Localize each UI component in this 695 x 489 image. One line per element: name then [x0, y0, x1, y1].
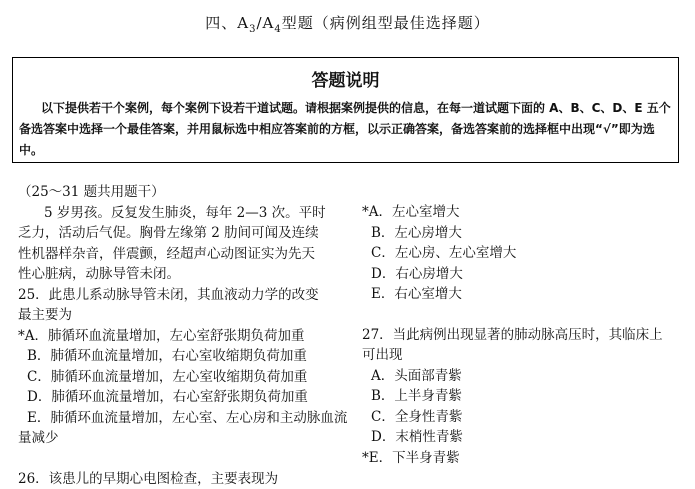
q27-option-c[interactable]: C．全身性青紫 — [371, 408, 463, 425]
case-stem-line: 5 岁男孩。反复发生肺炎，每年 2—3 次。平时 — [44, 204, 326, 221]
q25-option-a[interactable]: *A．肺循环血流量增加，左心室舒张期负荷加重 — [18, 327, 305, 344]
q25-option-e-cont: 量减少 — [18, 430, 59, 446]
question-27-stem: 27．当此病例出现显著的肺动脉高压时，其临床上 — [362, 326, 663, 343]
question-26-stem: 26．该患儿的早期心电图检查，主要表现为 — [18, 470, 279, 487]
question-27-stem-cont: 可出现 — [362, 347, 403, 363]
left-column — [18, 182, 348, 489]
q26-option-e[interactable]: E．右心室增大 — [371, 286, 462, 302]
q26-option-c[interactable]: C．左心房、左心室增大 — [371, 245, 517, 261]
right-column — [362, 202, 682, 468]
section-title: 四、$A_3/A_4$型题（病例组型最佳选择题） — [205, 14, 490, 35]
q27-option-e[interactable]: *E．下半身青紫 — [362, 449, 460, 466]
instructions-box — [12, 57, 679, 163]
case-stem-line: 性机器样杂音，伴震颤，经超声心动图证实为先天 — [18, 245, 315, 262]
q25-option-c[interactable]: C．肺循环血流量增加，左心室收缩期负荷加重 — [27, 368, 308, 385]
question-25-stem-cont: 最主要为 — [18, 307, 72, 323]
case-stem-line: 乏力，活动后气促。胸骨左缘第 2 肋间可闻及连续 — [18, 225, 319, 241]
q26-option-a[interactable]: *A．左心室增大 — [362, 204, 460, 220]
q25-option-d[interactable]: D．肺循环血流量增加，右心室舒张期负荷加重 — [27, 389, 308, 405]
q25-option-b[interactable]: B．肺循环血流量增加，右心室收缩期负荷加重 — [27, 348, 307, 364]
q27-option-d[interactable]: D．末梢性青紫 — [371, 429, 463, 445]
question-25-stem: 25．此患儿系动脉导管未闭，其血液动力学的改变 — [18, 286, 319, 303]
q27-option-b[interactable]: B．上半身青紫 — [371, 388, 462, 404]
case-stem-line: 性心脏病，动脉导管未闭。 — [18, 266, 180, 282]
instructions-body: 以下提供若干个案例，每个案例下设若干道试题。请根据案例提供的信息，在每一道试题下面的 A、B、C、D、E 五个备选答案中选择一个最佳答案，并用鼠标选中相应答案前的方框，以示正确答案，备选答案前的选择框中出现“√”即为选中。 — [19, 101, 671, 157]
q26-option-b[interactable]: B．左心房增大 — [371, 224, 462, 241]
q25-option-e[interactable]: E．肺循环血流量增加，左心室、左心房和主动脉血流 — [27, 409, 348, 426]
instructions-title: 答题说明 — [311, 71, 380, 91]
q27-option-a[interactable]: A．头面部青紫 — [371, 367, 462, 384]
case-header: （25～31 题共用题干） — [18, 184, 165, 200]
q26-option-d[interactable]: D．右心房增大 — [371, 265, 463, 282]
